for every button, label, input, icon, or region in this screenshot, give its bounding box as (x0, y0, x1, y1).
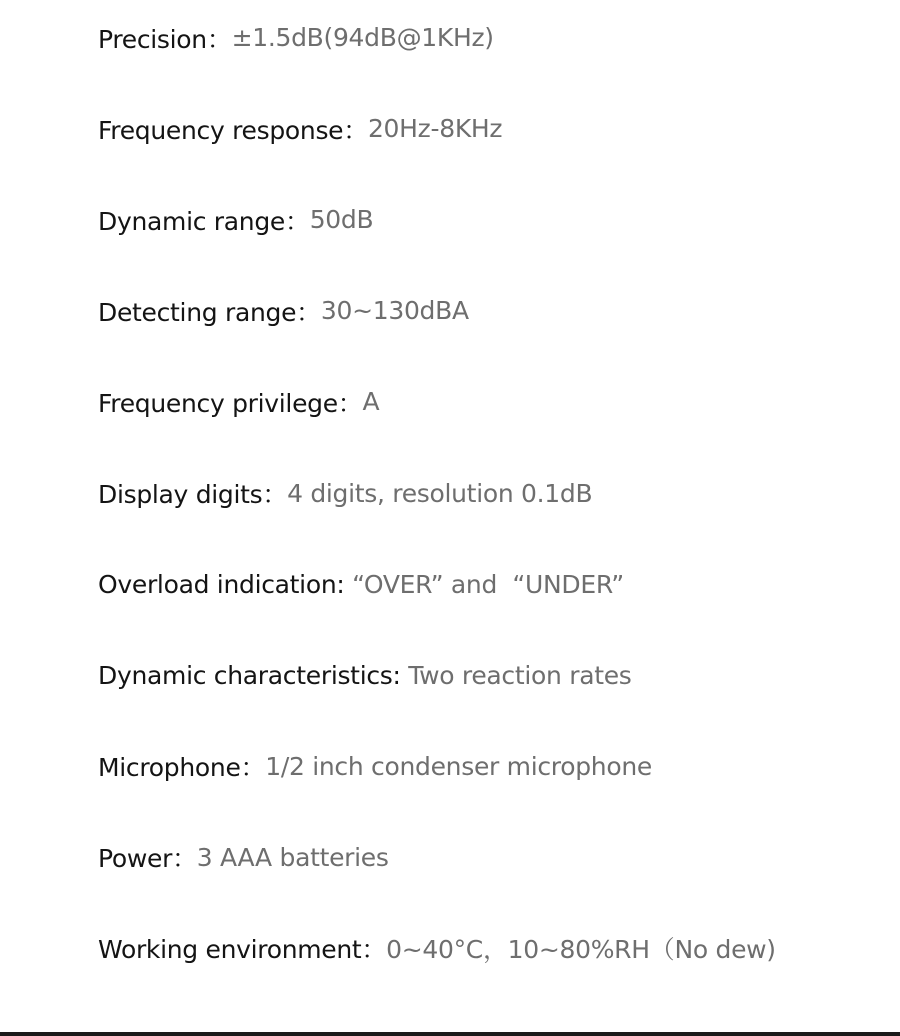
spec-dynamic-characteristics (98, 630, 888, 721)
spec-label: Frequency privilege： (98, 388, 363, 418)
spec-microphone (98, 721, 888, 812)
spec-value: 1/2 inch condenser microphone (265, 751, 652, 781)
spec-label: Working environment： (98, 935, 387, 965)
bottom-divider (0, 1032, 900, 1036)
spec-display-digits (98, 447, 888, 538)
spec-value: Two reaction rates (408, 660, 632, 690)
spec-power (98, 812, 888, 903)
spec-value: 4 digits, resolution 0.1dB (287, 478, 593, 508)
spec-value: 20Hz-8KHz (367, 114, 503, 144)
spec-label: Frequency response： (98, 115, 368, 145)
spec-label: Power： (98, 844, 197, 874)
spec-value: A (362, 387, 380, 417)
spec-label: Precision： (98, 24, 232, 54)
spec-value: 0~40°C，10~80%RH（No dew) (386, 935, 776, 965)
spec-label: Microphone： (98, 753, 266, 783)
spec-working-environment (98, 903, 888, 994)
spec-detecting-range (98, 265, 888, 356)
spec-list (98, 0, 888, 994)
spec-dynamic-range (98, 174, 888, 265)
spec-label: Display digits： (98, 480, 288, 510)
spec-precision (98, 0, 888, 83)
spec-label: Dynamic range： (98, 206, 310, 236)
spec-frequency-response (98, 83, 888, 174)
spec-value: ±1.5dB(94dB@1KHz) (231, 23, 494, 53)
spec-value: 3 AAA batteries (196, 842, 389, 872)
spec-value: 50dB (309, 205, 374, 235)
spec-frequency-privilege (98, 356, 888, 447)
spec-value: “OVER” and “UNDER” (352, 569, 624, 599)
spec-label: Dynamic characteristics: (98, 660, 409, 690)
spec-label: Detecting range： (98, 297, 321, 327)
spec-overload-indication (98, 539, 888, 630)
spec-label: Overload indication: (98, 569, 353, 599)
spec-value: 30~130dBA (320, 296, 469, 326)
